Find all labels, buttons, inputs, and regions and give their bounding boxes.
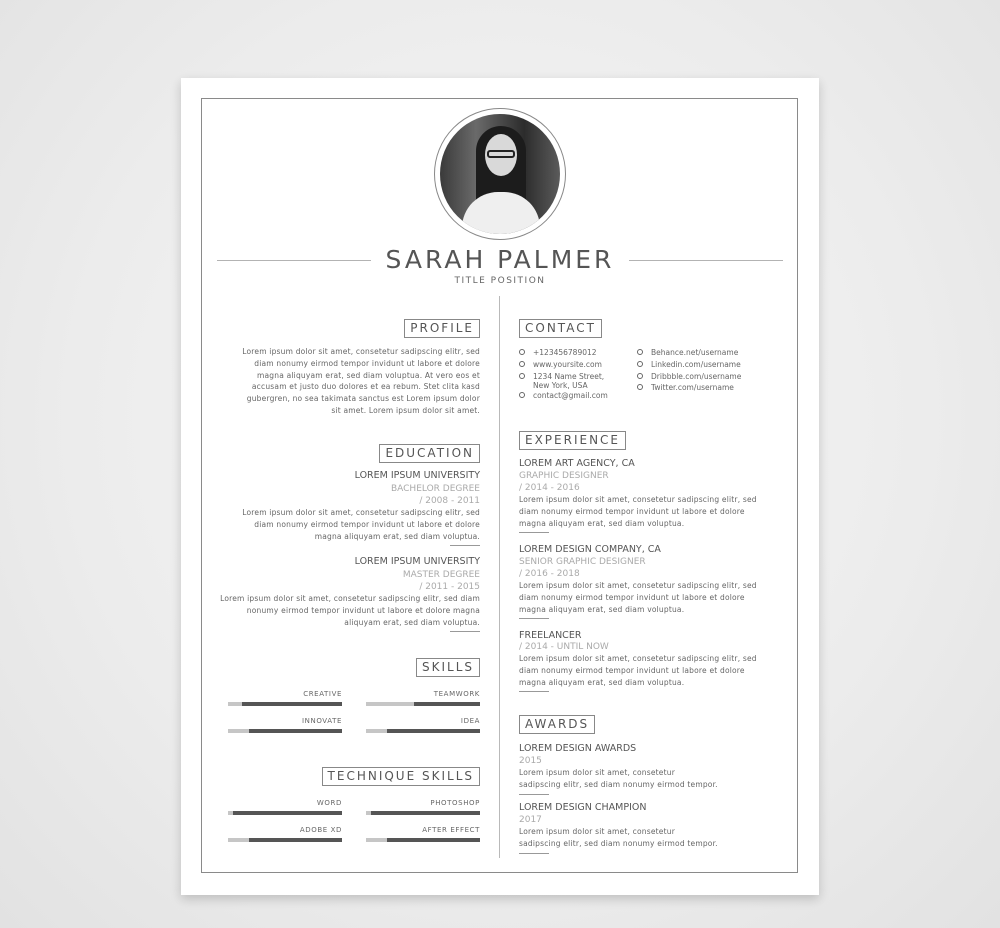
skill-label: AFTER EFFECT — [422, 826, 480, 834]
person-title: TITLE POSITION — [454, 276, 546, 286]
skill-bar — [366, 729, 480, 733]
separator — [450, 545, 480, 546]
education-date: / 2011 - 2015 — [419, 582, 480, 592]
separator — [519, 853, 549, 854]
award-title: LOREM DESIGN AWARDS — [519, 743, 637, 754]
contact-behance: Behance.net/username — [637, 348, 738, 357]
award-year: 2015 — [519, 756, 542, 766]
skill-label: PHOTOSHOP — [430, 799, 480, 807]
skill-bar — [366, 811, 480, 815]
contact-email: contact@gmail.com — [519, 391, 608, 400]
separator — [519, 618, 549, 619]
experience-text: Lorem ipsum dolor sit amet, consetetur sadipscing elitr, sed diam nonumy eirmod tempor invidunt ut labore et dolore magna aliquyam erat, sed diam voluptua. — [519, 495, 757, 528]
skill-level-fill — [387, 838, 480, 842]
skill-level-fill — [249, 729, 342, 733]
skill-bar — [228, 729, 342, 733]
separator — [450, 631, 480, 632]
contact-address: 1234 Name Street, New York, USA — [519, 372, 604, 390]
skill-bar — [228, 838, 342, 842]
bullet-icon — [519, 392, 525, 398]
education-text: Lorem ipsum dolor sit amet, consetetur sadipscing elitr, sed diam nonumy eirmod tempor invidunt ut labore et dolore magna aliquyam erat, sed diam voluptua. — [220, 594, 480, 627]
skill-label: IDEA — [460, 717, 480, 725]
profile-photo — [440, 114, 560, 234]
skill-label: CREATIVE — [303, 690, 342, 698]
awards-heading: AWARDS — [519, 715, 595, 734]
skill-bar — [366, 838, 480, 842]
experience-date: / 2014 - UNTIL NOW — [519, 642, 609, 652]
bullet-icon — [637, 349, 643, 355]
bullet-icon — [637, 384, 643, 390]
separator — [519, 794, 549, 795]
bullet-icon — [637, 373, 643, 379]
bullet-icon — [637, 361, 643, 367]
skill-bar — [228, 702, 342, 706]
education-degree: MASTER DEGREE — [402, 570, 480, 580]
education-date: / 2008 - 2011 — [419, 496, 480, 506]
experience-text: Lorem ipsum dolor sit amet, consetetur sadipscing elitr, sed diam nonumy eirmod tempor invidunt ut labore et dolore magna aliquyam erat, sed diam voluptua. — [519, 654, 757, 687]
contact-dribbble: Dribbble.com/username — [637, 372, 741, 381]
column-divider — [499, 296, 500, 858]
contact-website: www.yoursite.com — [519, 360, 602, 369]
experience-date: / 2016 - 2018 — [519, 569, 580, 579]
award-text: Lorem ipsum dolor sit amet, consetetur sadipscing elitr, sed diam nonumy eirmod tempor. — [519, 827, 718, 848]
person-name: SARAH PALMER — [385, 245, 615, 274]
contact-twitter: Twitter.com/username — [637, 383, 734, 392]
separator — [519, 532, 549, 533]
bullet-icon — [519, 349, 525, 355]
contact-phone: +123456789012 — [519, 348, 597, 357]
education-heading: EDUCATION — [379, 444, 480, 463]
experience-text: Lorem ipsum dolor sit amet, consetetur sadipscing elitr, sed diam nonumy eirmod tempor invidunt ut labore et dolore magna aliquyam erat, sed diam voluptua. — [519, 581, 757, 614]
skill-bar — [366, 702, 480, 706]
skill-label: TEAMWORK — [433, 690, 480, 698]
profile-heading: PROFILE — [404, 319, 480, 338]
skills-heading: SKILLS — [416, 658, 480, 677]
award-year: 2017 — [519, 815, 542, 825]
contact-linkedin: Linkedin.com/username — [637, 360, 741, 369]
education-degree: BACHELOR DEGREE — [390, 484, 480, 494]
experience-company: LOREM DESIGN COMPANY, CA — [519, 544, 661, 555]
skill-label: ADOBE XD — [299, 826, 342, 834]
resume-page — [181, 78, 819, 895]
contact-heading: CONTACT — [519, 319, 602, 338]
skill-level-fill — [249, 838, 342, 842]
skill-bar — [228, 811, 342, 815]
experience-heading: EXPERIENCE — [519, 431, 626, 450]
experience-company: LOREM ART AGENCY, CA — [519, 458, 635, 469]
skill-label: INNOVATE — [301, 717, 342, 725]
experience-date: / 2014 - 2016 — [519, 483, 580, 493]
experience-role: GRAPHIC DESIGNER — [519, 471, 609, 481]
education-text: Lorem ipsum dolor sit amet, consetetur sadipscing elitr, sed diam nonumy eirmod tempor invidunt ut labore et dolore magna aliquyam erat, sed diam voluptua. — [242, 508, 480, 541]
education-school: LOREM IPSUM UNIVERSITY — [354, 556, 480, 567]
bullet-icon — [519, 361, 525, 367]
separator — [519, 691, 549, 692]
bullet-icon — [519, 373, 525, 379]
experience-role: SENIOR GRAPHIC DESIGNER — [519, 557, 646, 567]
skill-level-fill — [387, 729, 480, 733]
award-text: Lorem ipsum dolor sit amet, consetetur sadipscing elitr, sed diam nonumy eirmod tempor. — [519, 768, 718, 789]
technique-skills-heading: TECHNIQUE SKILLS — [322, 767, 480, 786]
profile-text: Lorem ipsum dolor sit amet, consetetur sadipscing elitr, sed diam nonumy eirmod tempor invidunt ut labore et dolore magna aliquyam erat, sed diam voluptua. At vero eos et accusam et justo duo dolores et ea rebum. Stet clita kasd gubergren, no sea takimata sanctus est Lorem ipsum dolor sit amet. Lorem ipsum dolor sit amet. — [242, 347, 480, 415]
experience-company: FREELANCER — [519, 630, 582, 641]
education-school: LOREM IPSUM UNIVERSITY — [354, 470, 480, 481]
skill-level-fill — [371, 811, 480, 815]
skill-label: WORD — [316, 799, 342, 807]
skill-level-fill — [414, 702, 480, 706]
skill-level-fill — [233, 811, 342, 815]
award-title: LOREM DESIGN CHAMPION — [519, 802, 647, 813]
skill-level-fill — [242, 702, 342, 706]
